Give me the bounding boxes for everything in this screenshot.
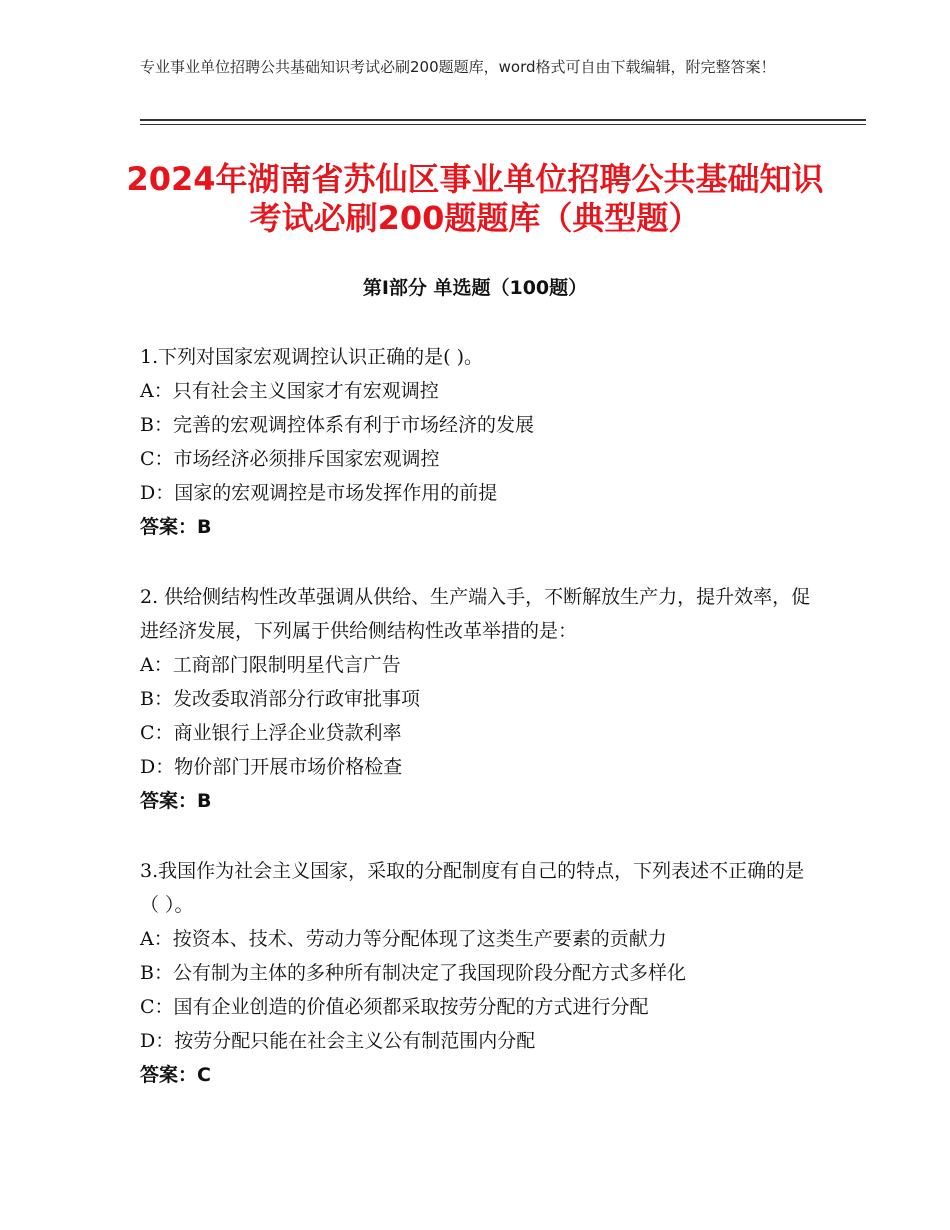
option-b: B：公有制为主体的多种所有制决定了我国现阶段分配方式多样化 (140, 962, 686, 984)
option-b: B：发改委取消部分行政审批事项 (140, 688, 420, 710)
document-title: 2024年湖南省苏仙区事业单位招聘公共基础知识考试必刷200题题库（典型题） (126, 160, 824, 237)
option-c: C：商业银行上浮企业贷款利率 (140, 722, 402, 744)
option-d: D：物价部门开展市场价格检查 (140, 756, 403, 778)
header-rule-thin (140, 124, 866, 125)
question-2 (140, 580, 820, 818)
header-rule-thick (140, 119, 866, 121)
question-stem: 2. 供给侧结构性改革强调从供给、生产端入手，不断解放生产力，提升效率，促进经济发展，下列属于供给侧结构性改革举措的是： (140, 586, 811, 642)
question-stem: 3.我国作为社会主义国家，采取的分配制度有自己的特点，下列表述不正确的是（ ）。 (140, 860, 805, 916)
question-stem: 1.下列对国家宏观调控认识正确的是( )。 (140, 346, 483, 368)
answer: 答案：B (140, 790, 212, 812)
option-a: A：按资本、技术、劳动力等分配体现了这类生产要素的贡献力 (140, 928, 667, 950)
option-d: D：按劳分配只能在社会主义公有制范围内分配 (140, 1030, 536, 1052)
option-d: D：国家的宏观调控是市场发挥作用的前提 (140, 482, 498, 504)
option-c: C：市场经济必须排斥国家宏观调控 (140, 448, 440, 470)
option-a: A：工商部门限制明星代言广告 (140, 654, 401, 676)
option-b: B：完善的宏观调控体系有利于市场经济的发展 (140, 414, 534, 436)
question-3 (140, 854, 820, 1092)
section-title: 第Ⅰ部分 单选题（100题） (362, 277, 588, 299)
answer: 答案：B (140, 516, 212, 538)
answer: 答案：C (140, 1064, 211, 1086)
option-a: A：只有社会主义国家才有宏观调控 (140, 380, 439, 402)
option-c: C：国有企业创造的价值必须都采取按劳分配的方式进行分配 (140, 996, 649, 1018)
header-note: 专业事业单位招聘公共基础知识考试必刷200题题库，word格式可自由下载编辑，附完整答案！ (140, 58, 776, 76)
question-1 (140, 340, 820, 544)
